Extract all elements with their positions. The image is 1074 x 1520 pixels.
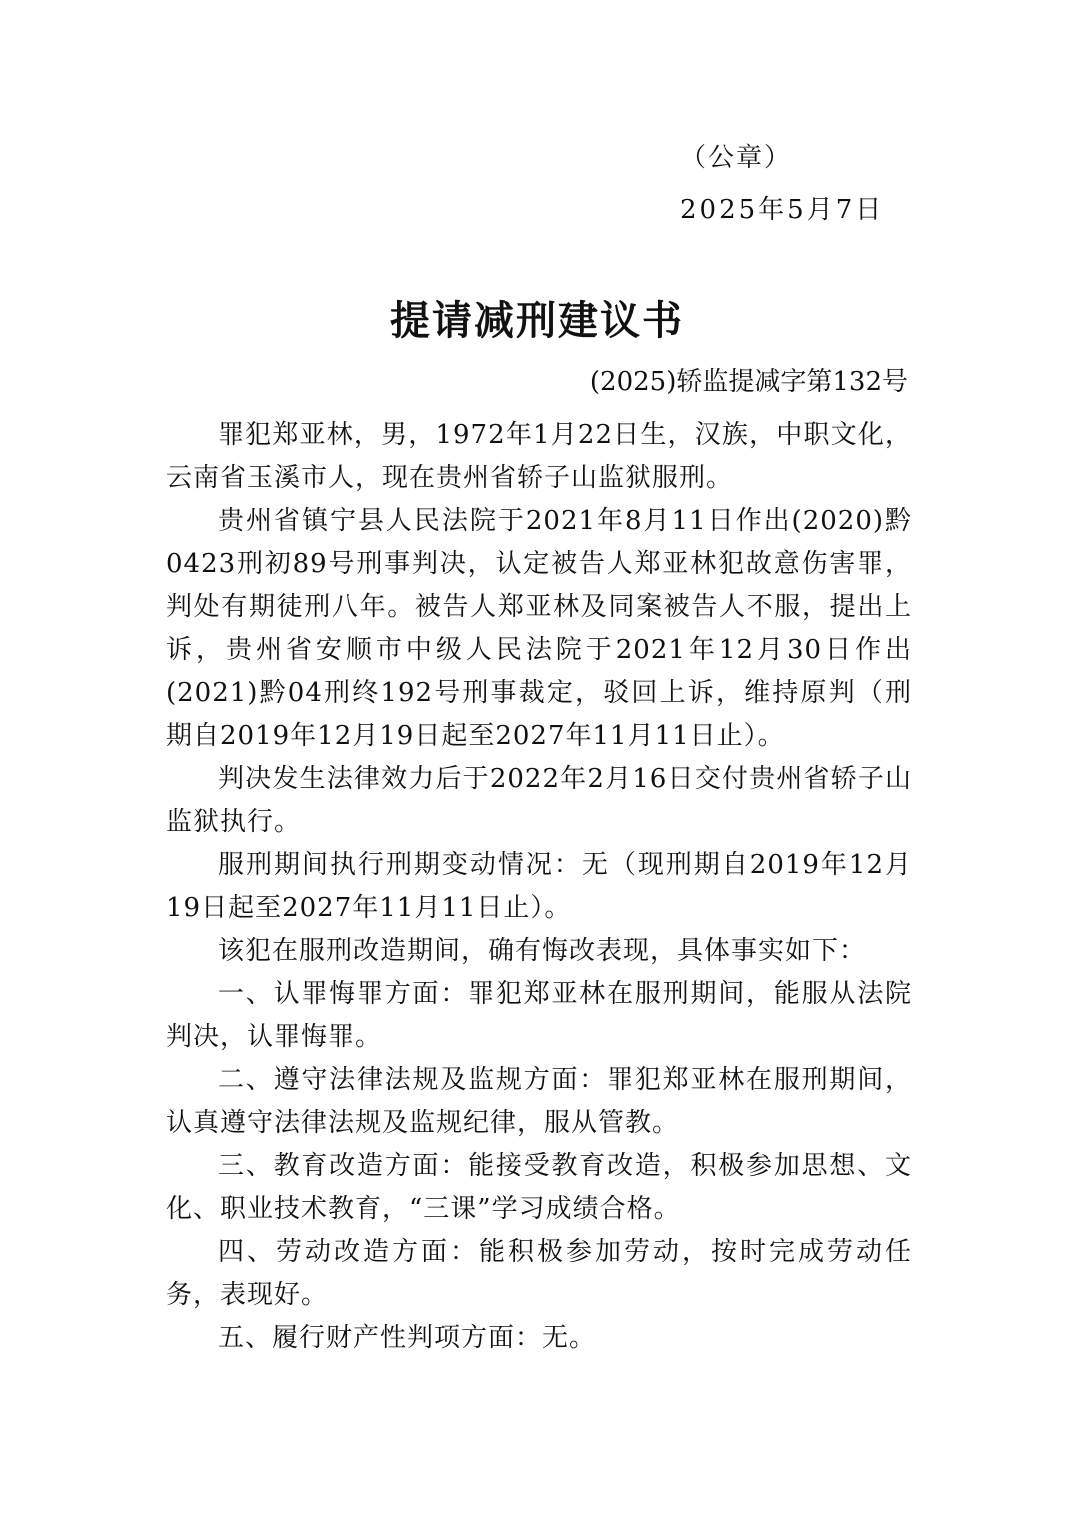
paragraph-discipline: 二、遵守法律法规及监规方面：罪犯郑亚林在服刑期间，认真遵守法律法规及监规纪律，服从管教。 — [166, 1065, 912, 1138]
seal-label: （公章） — [680, 143, 793, 173]
paragraph-sentence-changes: 服刑期间执行刑期变动情况：无（现刑期自2019年12月19日起至2027年11月11日止）。 — [166, 850, 912, 923]
paragraph-execution: 判决发生法律效力后于2022年2月16日交付贵州省轿子山监狱执行。 — [166, 764, 912, 837]
document-number: (2025)轿监提减字第132号 — [589, 367, 908, 397]
issue-date: 2025年5月7日 — [680, 195, 885, 225]
paragraph-labor: 四、劳动改造方面：能积极参加劳动，按时完成劳动任务，表现好。 — [166, 1237, 912, 1310]
paragraph-property: 五、履行财产性判项方面：无。 — [218, 1323, 597, 1353]
document-body — [166, 414, 912, 1360]
document-title: 提请减刑建议书 — [390, 297, 684, 344]
paragraph-facts-intro: 该犯在服刑改造期间，确有悔改表现，具体事实如下： — [218, 936, 867, 966]
paragraph-education: 三、教育改造方面：能接受教育改造，积极参加思想、文化、职业技术教育，“三课”学习成绩合格。 — [166, 1151, 912, 1224]
paragraph-remorse: 一、认罪悔罪方面：罪犯郑亚林在服刑期间，能服从法院判决，认罪悔罪。 — [166, 979, 912, 1052]
paragraph-judgment: 贵州省镇宁县人民法院于2021年8月11日作出(2020)黔0423刑初89号刑事判决，认定被告人郑亚林犯故意伤害罪，判处有期徒刑八年。被告人郑亚林及同案被告人不服，提出上诉，贵州省安顺市中级人民法院于2021年12月30日作出(2021)黔04刑终192号刑事裁定，驳回上诉，维持原判（刑期自2019年12月19日起至2027年11月11日止）。 — [166, 506, 912, 751]
paragraph-offender-info: 罪犯郑亚林，男，1972年1月22日生，汉族，中职文化，云南省玉溪市人，现在贵州省轿子山监狱服刑。 — [166, 420, 912, 493]
